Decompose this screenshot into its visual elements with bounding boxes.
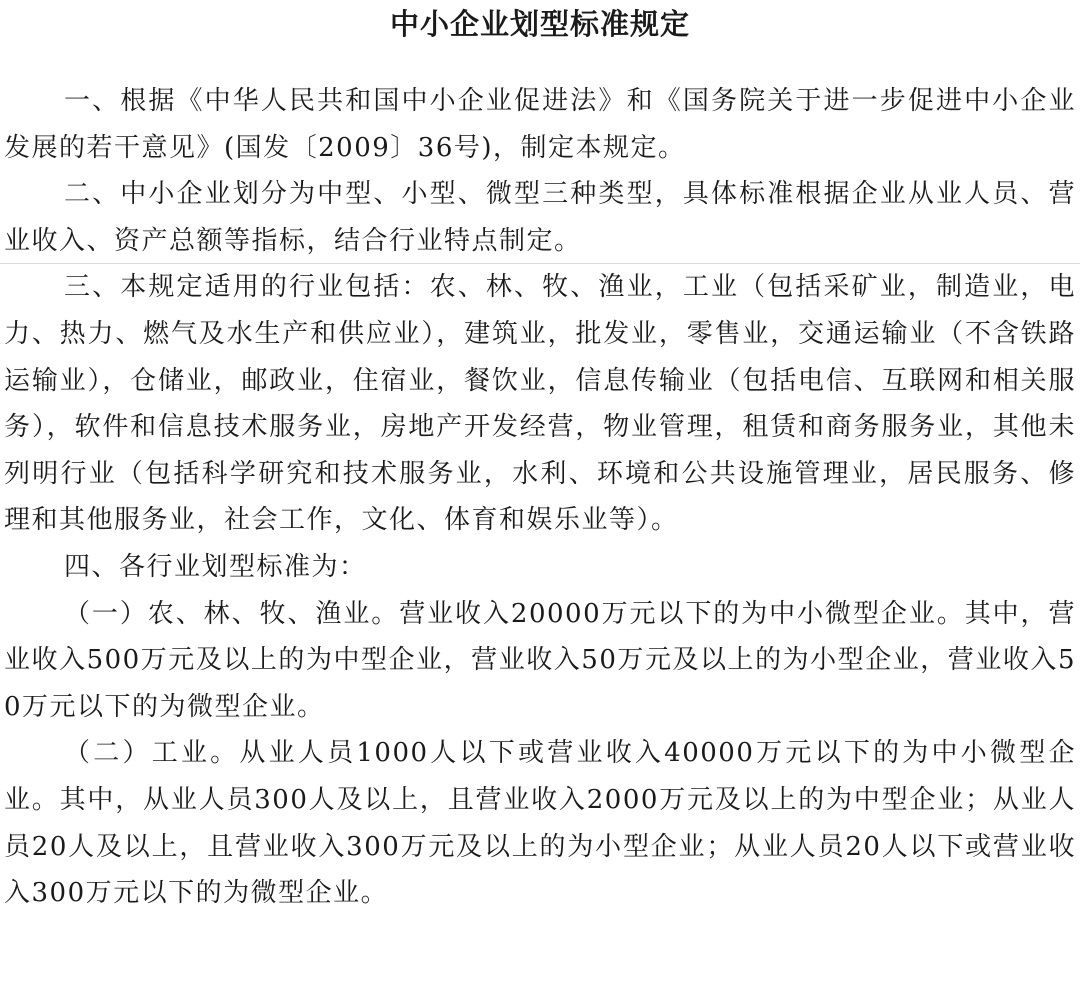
paragraph-2: 二、中小企业划分为中型、小型、微型三种类型，具体标准根据企业从业人员、营业收入、资产总额等指标，结合行业特点制定。: [4, 179, 1076, 256]
document-title: 中小企业划型标准规定: [389, 7, 690, 41]
paragraph-5: （一）农、林、牧、渔业。营业收入20000万元以下的为中小微型企业。其中，营业收入500万元及以上的为中型企业，营业收入50万元及以上的为小型企业，营业收入50万元以下的为微型企业。: [4, 598, 1076, 722]
paragraph-1: 一、根据《中华人民共和国中小企业促进法》和《国务院关于进一步促进中小企业发展的若干意见》(国发〔2009〕36号)，制定本规定。: [4, 86, 1076, 163]
paragraph-3: 三、本规定适用的行业包括：农、林、牧、渔业，工业（包括采矿业，制造业，电力、热力、燃气及水生产和供应业），建筑业，批发业，零售业，交通运输业（不含铁路运输业），仓储业，邮政业，住宿业，餐饮业，信息传输业（包括电信、互联网和相关服务），软件和信息技术服务业，房地产开发经营，物业管理，租赁和商务服务业，其他未列明行业（包括科学研究和技术服务业，水利、环境和公共设施管理业，居民服务、修理和其他服务业，社会工作，文化、体育和娱乐业等）。: [4, 272, 1076, 536]
paragraph-4: 四、各行业划型标准为：: [64, 551, 367, 582]
document-body: [4, 78, 1076, 917]
paragraph-6: （二）工业。从业人员1000人以下或营业收入40000万元以下的为中小微型企业。其中，从业人员300人及以上，且营业收入2000万元及以上的为中型企业；从业人员20人及以上，且营业收入300万元及以上的为小型企业；从业人员20人以下或营业收入300万元以下的为微型企业。: [4, 738, 1076, 909]
